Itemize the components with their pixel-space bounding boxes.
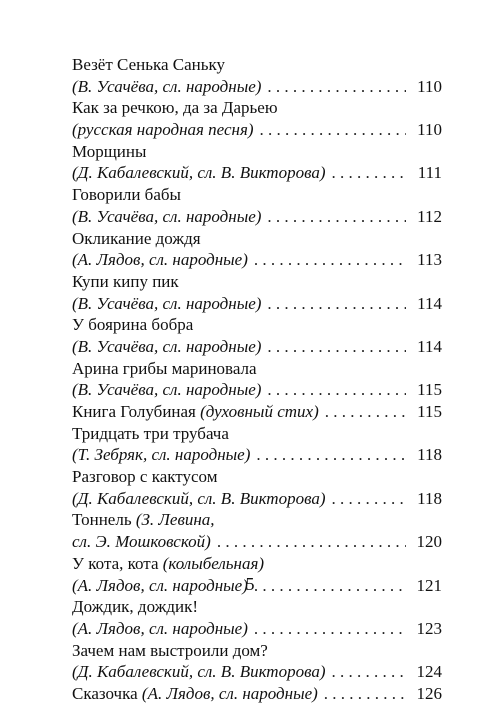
- entry-title: Тоннель: [72, 510, 132, 530]
- toc-entry-credit: [72, 379, 442, 401]
- entry-credit: (А. Лядов, сл. народные): [141, 683, 318, 703]
- entry-page: 118: [417, 445, 442, 465]
- toc-entry-credit: [72, 293, 442, 315]
- entry-page: 110: [417, 76, 442, 96]
- entry-credit: (В. Усачёва, сл. народные): [72, 380, 262, 400]
- entry-page: 115: [417, 380, 442, 400]
- dot-leader: [267, 336, 406, 358]
- toc-entry-title: [72, 509, 442, 531]
- dot-leader: [254, 249, 406, 271]
- dot-leader: [260, 119, 406, 141]
- toc-entry-title: [72, 553, 442, 575]
- entry-credit: сл. Э. Мошковской): [72, 532, 211, 552]
- dot-leader: [324, 683, 406, 705]
- entry-page: 114: [417, 336, 442, 356]
- entry-page: 121: [416, 575, 442, 595]
- entry-credit: (Д. Кабалевский, сл. В. Викторова): [72, 662, 326, 682]
- toc-entry-title: [72, 358, 442, 380]
- toc-entry-credit: [72, 76, 442, 98]
- entry-credit: (В. Усачёва, сл. народные): [72, 206, 262, 226]
- dot-leader: [325, 401, 406, 423]
- entry-credit: (Д. Кабалевский, сл. В. Викторова): [72, 163, 326, 183]
- entry-credit: (русская народная песня): [72, 120, 254, 140]
- entry-credit: (А. Лядов, сл. народные): [72, 250, 248, 270]
- entry-credit: (Т. Зебряк, сл. народные): [72, 445, 251, 465]
- dot-leader: [254, 618, 406, 640]
- toc-entry-title: [72, 423, 442, 445]
- entry-page: 123: [416, 618, 442, 638]
- entry-title: Морщины: [72, 141, 147, 161]
- entry-credit: (З. Левина,: [135, 510, 215, 530]
- toc-entry-credit: [72, 249, 442, 271]
- entry-credit: (А. Лядов, сл. народные): [72, 575, 248, 595]
- toc-entry-credit: [72, 531, 442, 553]
- dot-leader: [267, 293, 406, 315]
- toc-entry-credit: [72, 661, 442, 683]
- toc-entry-credit: [72, 444, 442, 466]
- dot-leader: [332, 162, 406, 184]
- entry-credit: (В. Усачёва, сл. народные): [72, 336, 262, 356]
- entry-title: Разговор с кактусом: [72, 467, 218, 487]
- entry-credit: (В. Усачёва, сл. народные): [72, 76, 262, 96]
- dot-leader: [332, 661, 406, 683]
- entry-credit: (колыбельная): [162, 553, 265, 573]
- entry-credit: (В. Усачёва, сл. народные): [72, 293, 262, 313]
- toc-entry-credit: [72, 206, 442, 228]
- toc-entry: [72, 401, 442, 423]
- entry-page: 110: [417, 120, 442, 140]
- toc-entry-title: [72, 54, 442, 76]
- dot-leader: [332, 488, 406, 510]
- page-number: 5: [245, 574, 255, 594]
- entry-title: Зачем нам выстроили дом?: [72, 640, 268, 660]
- entry-title: Книга Голубиная: [72, 402, 196, 421]
- entry-page: 124: [416, 662, 442, 682]
- entry-page: 112: [417, 206, 442, 226]
- entry-title: У кота, кота: [72, 553, 159, 573]
- toc-entry-title: [72, 141, 442, 163]
- toc-entry-title: [72, 314, 442, 336]
- dot-leader: [267, 206, 406, 228]
- toc-entry-credit: [72, 618, 442, 640]
- entry-page: 114: [417, 293, 442, 313]
- entry-title: Сказочка: [72, 683, 138, 703]
- entry-page: 126: [416, 683, 442, 703]
- table-of-contents: [72, 54, 442, 705]
- toc-entry-title: [72, 466, 442, 488]
- entry-title: Арина грибы мариновала: [72, 358, 257, 378]
- toc-entry-title: [72, 228, 442, 250]
- entry-title: У боярина бобра: [72, 315, 194, 335]
- entry-title: Везёт Сенька Саньку: [72, 55, 226, 74]
- dot-leader: [256, 444, 406, 466]
- entry-title: Тридцать три трубача: [72, 423, 229, 443]
- entry-page: 111: [417, 163, 442, 183]
- toc-entry-title: [72, 184, 442, 206]
- toc-entry-credit: [72, 336, 442, 358]
- toc-entry-credit: [72, 162, 442, 184]
- entry-credit: (Д. Кабалевский, сл. В. Викторова): [72, 488, 326, 508]
- toc-entry-title: [72, 97, 442, 119]
- entry-page: 113: [417, 250, 442, 270]
- entry-title: Говорили бабы: [72, 185, 181, 205]
- entry-title: Дождик, дождик!: [72, 597, 199, 617]
- entry-page: 120: [416, 532, 442, 552]
- dot-leader: [267, 379, 406, 401]
- toc-entry-credit: [72, 488, 442, 510]
- toc-entry-credit: [72, 119, 442, 141]
- entry-title: Как за речкою, да за Дарьею: [72, 98, 278, 118]
- entry-page: 115: [417, 402, 442, 421]
- toc-entry-title: [72, 596, 442, 618]
- toc-entry-title: [72, 271, 442, 293]
- entry-credit: (А. Лядов, сл. народные): [72, 618, 248, 638]
- entry-title: Окликание дождя: [72, 228, 201, 248]
- entry-credit: (духовный стих): [200, 402, 319, 421]
- entry-page: 118: [417, 488, 442, 508]
- toc-entry: [72, 683, 442, 705]
- dot-leader: [217, 531, 406, 553]
- entry-title: Купи кипу пик: [72, 271, 179, 291]
- dot-leader: [267, 76, 406, 98]
